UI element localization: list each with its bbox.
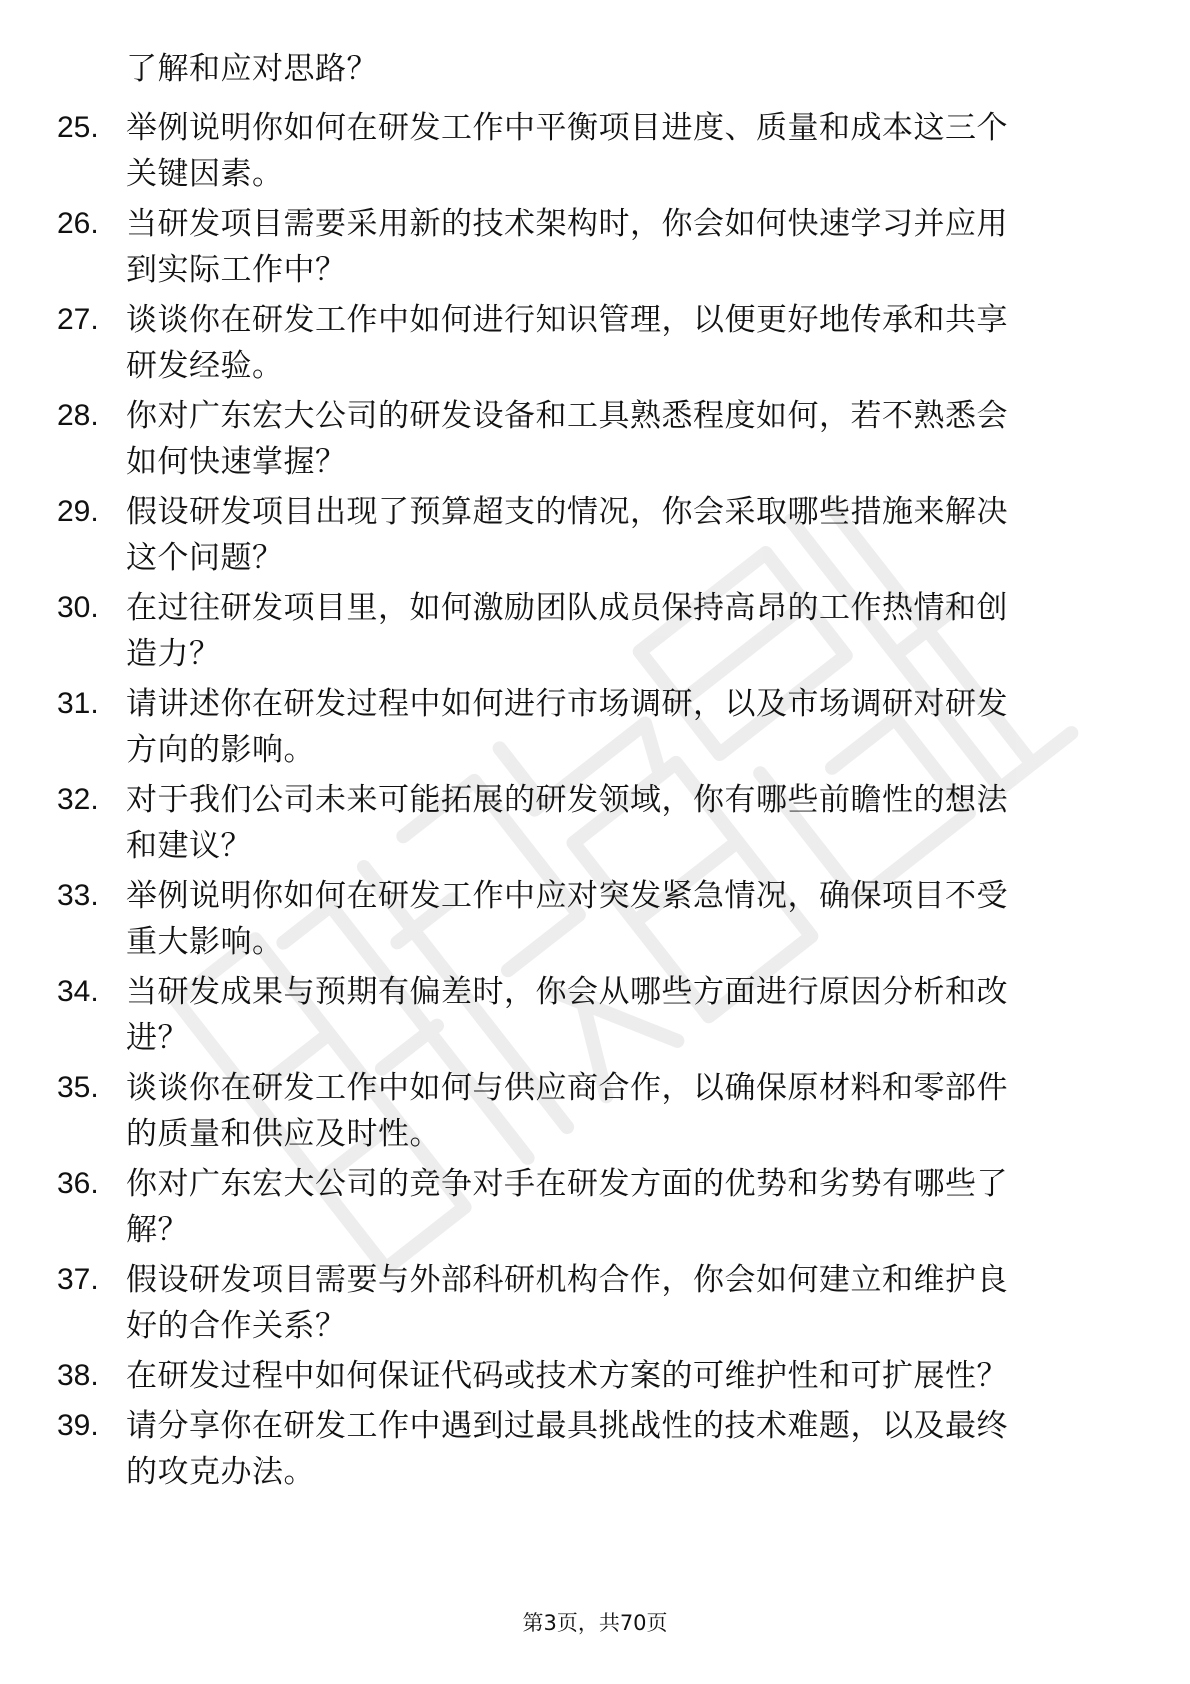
question-item: [0, 393, 1190, 485]
question-number: 30.: [57, 591, 99, 624]
question-text-line: 方向的影响。: [126, 732, 315, 768]
question-item: [0, 1403, 1190, 1495]
question-item: [0, 105, 1190, 197]
question-number: 27.: [57, 303, 99, 336]
question-text-line: 到实际工作中？: [126, 252, 347, 288]
question-text-line: 谈谈你在研发工作中如何进行知识管理，以便更好地传承和共享: [126, 302, 1008, 338]
question-text: [126, 393, 1126, 485]
question-text: [126, 489, 1126, 581]
question-text: [126, 1403, 1126, 1495]
question-text: [126, 585, 1126, 677]
question-text-line: 对于我们公司未来可能拓展的研发领域，你有哪些前瞻性的想法: [126, 782, 1008, 818]
question-item: [0, 297, 1190, 389]
question-text: [126, 1161, 1126, 1253]
question-text: [126, 1257, 1126, 1349]
question-item: [0, 873, 1190, 965]
question-text-line: 谈谈你在研发工作中如何与供应商合作，以确保原材料和零部件: [126, 1070, 1008, 1106]
question-text-line: 解？: [126, 1212, 189, 1248]
question-text: [126, 969, 1126, 1061]
question-item: [0, 681, 1190, 773]
question-number: 35.: [57, 1071, 99, 1104]
page-footer: 第3页，共70页: [522, 1611, 668, 1635]
question-text-line: 举例说明你如何在研发工作中应对突发紧急情况，确保项目不受: [126, 878, 1008, 914]
question-text-line: 当研发成果与预期有偏差时，你会从哪些方面进行原因分析和改: [126, 974, 1008, 1010]
question-text-line: 如何快速掌握？: [126, 444, 347, 480]
question-text-line: 假设研发项目出现了预算超支的情况，你会采取哪些措施来解决: [126, 494, 1008, 530]
question-text-line: 进？: [126, 1020, 189, 1056]
question-text-line: 好的合作关系？: [126, 1308, 347, 1344]
question-number: 33.: [57, 879, 99, 912]
question-text-line: 你对广东宏大公司的竞争对手在研发方面的优势和劣势有哪些了: [126, 1166, 1008, 1202]
question-text-line: 请分享你在研发工作中遇到过最具挑战性的技术难题，以及最终: [126, 1408, 1008, 1444]
question-item: [0, 201, 1190, 293]
question-text: [126, 873, 1126, 965]
question-text-line: 这个问题？: [126, 540, 284, 576]
question-text: [126, 777, 1126, 869]
question-number: 29.: [57, 495, 99, 528]
question-text: [126, 1065, 1126, 1157]
question-text-line: 的质量和供应及时性。: [126, 1116, 441, 1152]
question-item: [0, 1161, 1190, 1253]
question-number: 34.: [57, 975, 99, 1008]
question-number: 31.: [57, 687, 99, 720]
question-item: [0, 585, 1190, 677]
question-item: [0, 1257, 1190, 1349]
question-item: [0, 777, 1190, 869]
question-text: [126, 105, 1126, 197]
question-item: [0, 489, 1190, 581]
question-text: [126, 1353, 1126, 1399]
question-text-line: 的攻克办法。: [126, 1454, 315, 1490]
question-number: 26.: [57, 207, 99, 240]
question-number: 32.: [57, 783, 99, 816]
question-text-line: 关键因素。: [126, 156, 284, 192]
question-item: [0, 1353, 1190, 1399]
question-text-line: 重大影响。: [126, 924, 284, 960]
question-text-line: 在研发过程中如何保证代码或技术方案的可维护性和可扩展性？: [126, 1358, 1008, 1394]
question-number: 36.: [57, 1167, 99, 1200]
question-number: 37.: [57, 1263, 99, 1296]
question-text: [126, 201, 1126, 293]
question-text-line: 研发经验。: [126, 348, 284, 384]
question-number: 38.: [57, 1359, 99, 1392]
question-text-line: 请讲述你在研发过程中如何进行市场调研，以及市场调研对研发: [126, 686, 1008, 722]
question-text-line: 你对广东宏大公司的研发设备和工具熟悉程度如何，若不熟悉会: [126, 398, 1008, 434]
question-text: [126, 681, 1126, 773]
question-number: 28.: [57, 399, 99, 432]
question-text-line: 造力？: [126, 636, 221, 672]
question-text-line: 在过往研发项目里，如何激励团队成员保持高昂的工作热情和创: [126, 590, 1008, 626]
question-item: [0, 969, 1190, 1061]
question-text-line: 当研发项目需要采用新的技术架构时，你会如何快速学习并应用: [126, 206, 1008, 242]
question-text: [126, 297, 1126, 389]
question-text-line: 举例说明你如何在研发工作中平衡项目进度、质量和成本这三个: [126, 110, 1008, 146]
question-number: 25.: [57, 111, 99, 144]
question-text-line: 和建议？: [126, 828, 252, 864]
question-number: 39.: [57, 1409, 99, 1442]
question-item: [0, 1065, 1190, 1157]
question-text-line: 假设研发项目需要与外部科研机构合作，你会如何建立和维护良: [126, 1262, 1008, 1298]
continued-text: 了解和应对思路？: [126, 51, 378, 87]
